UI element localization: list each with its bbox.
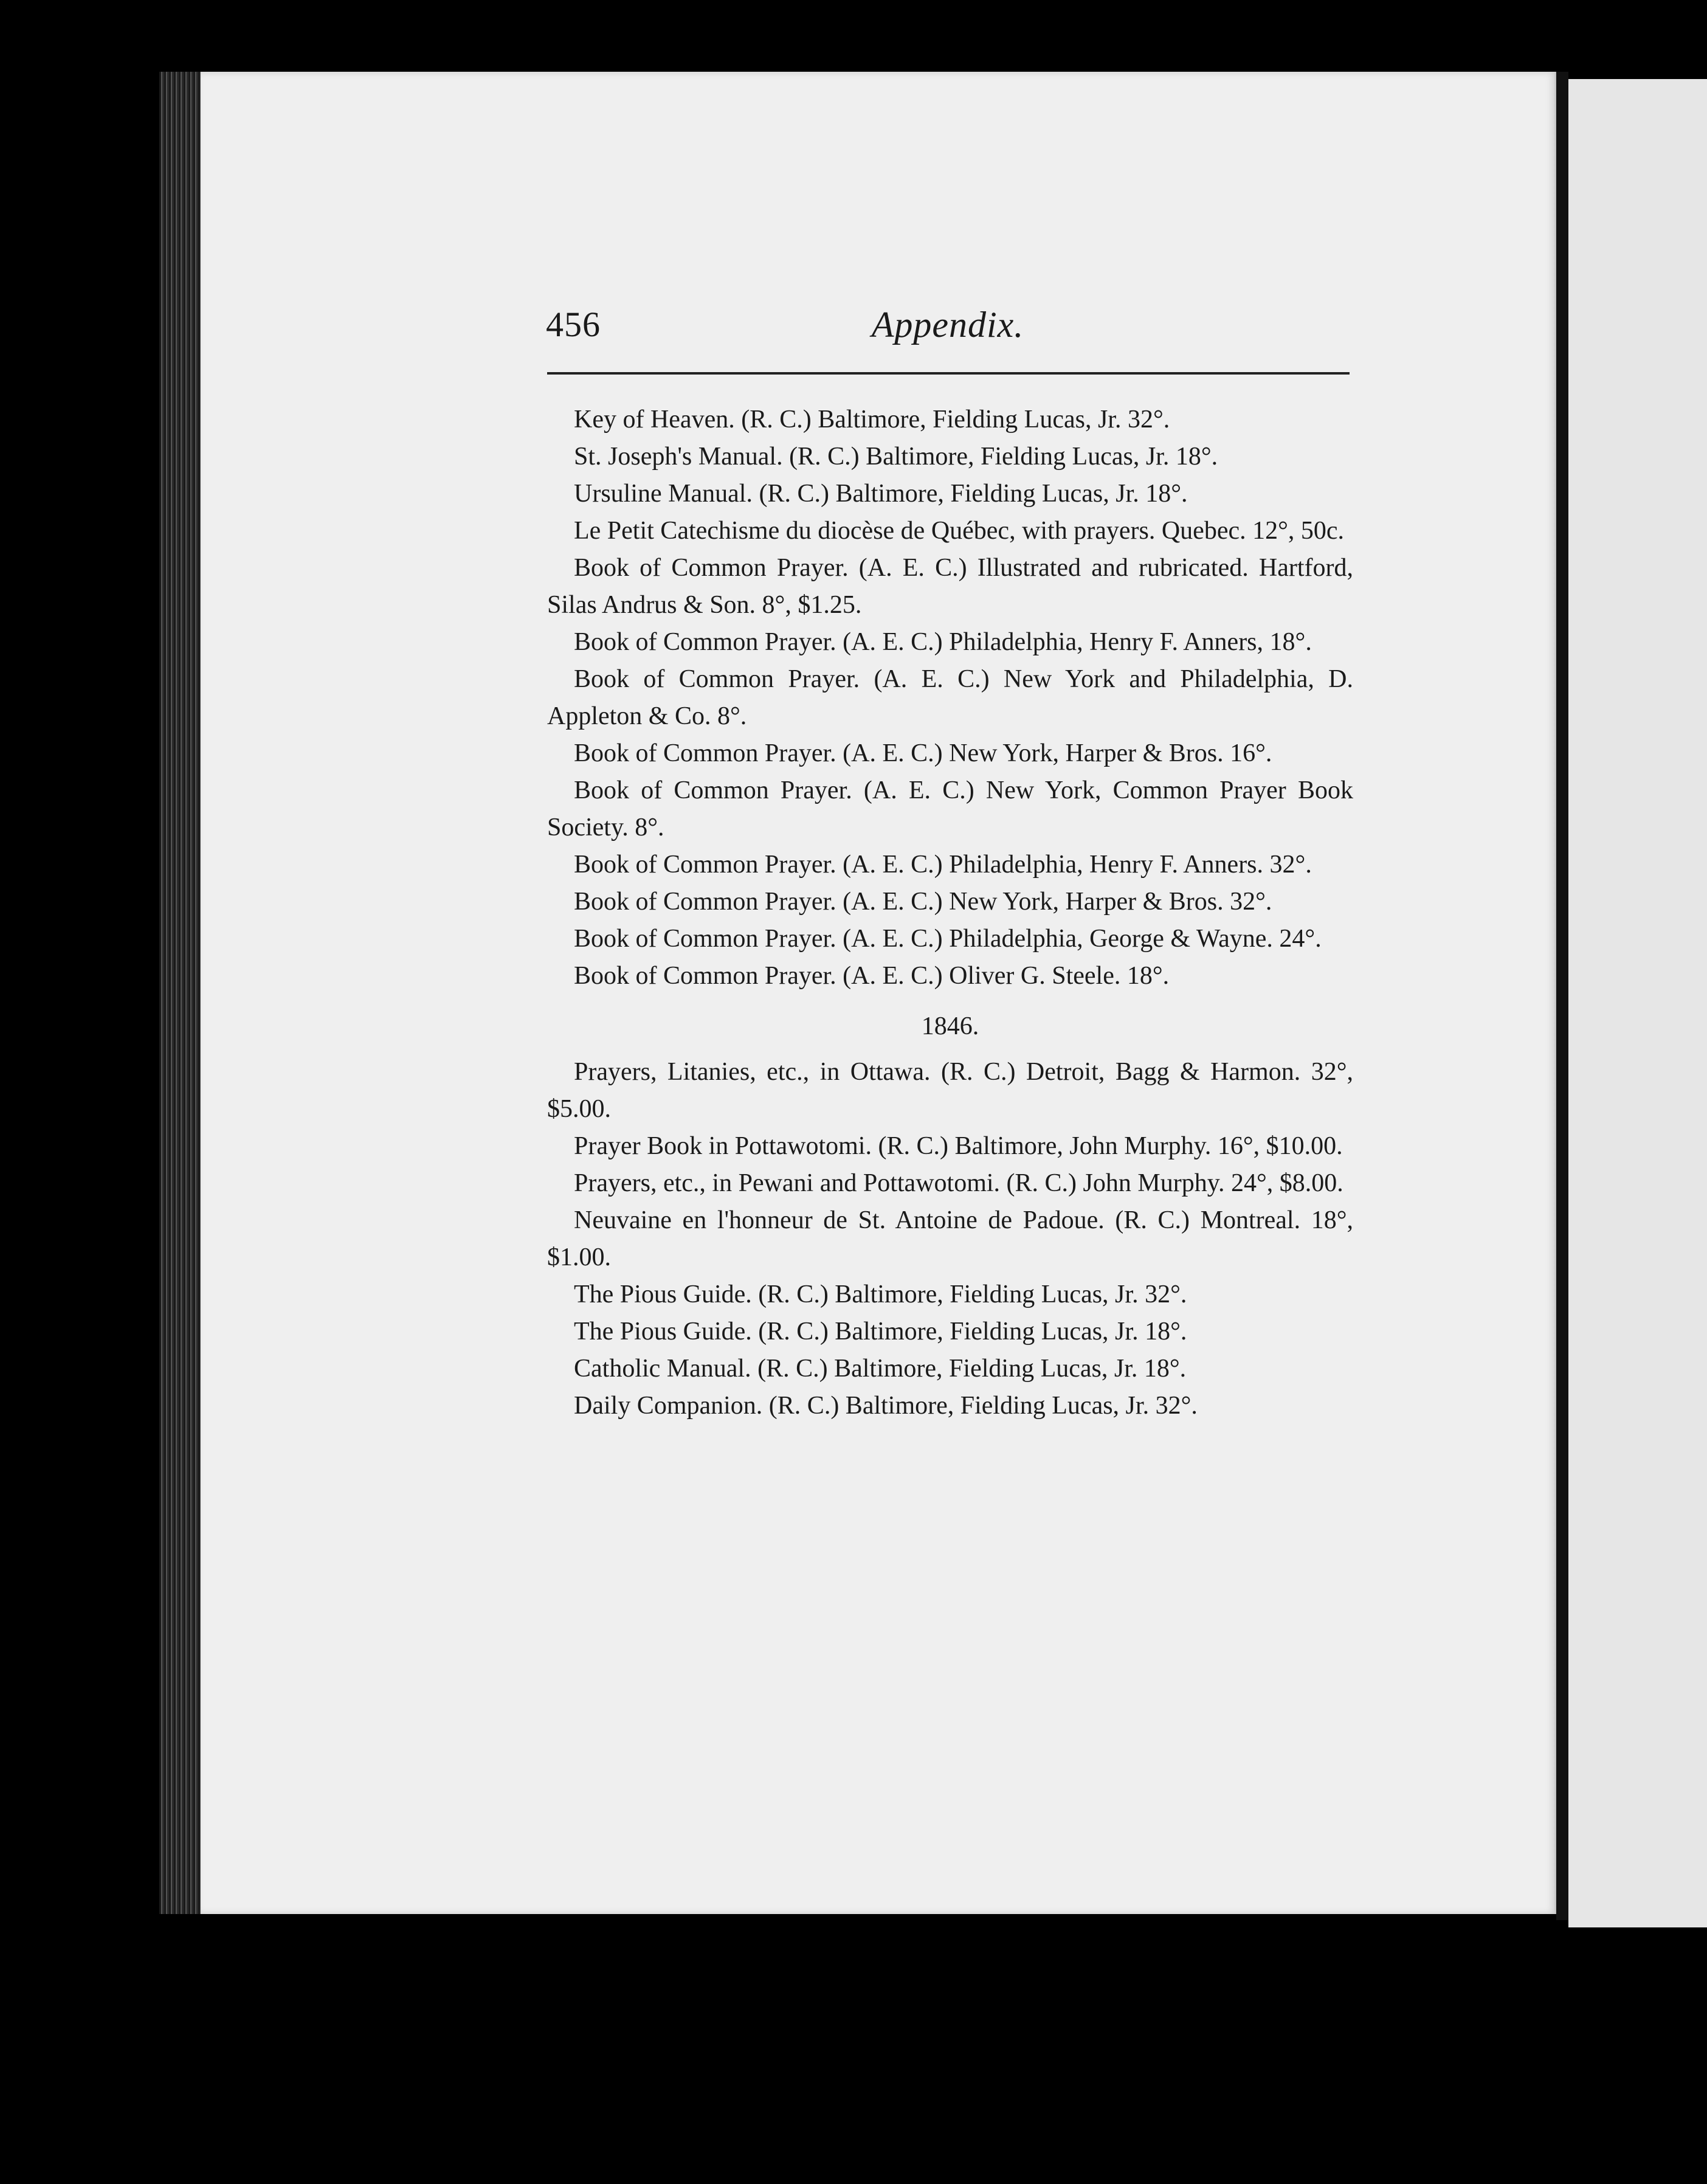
page-number: 456 [546, 305, 601, 344]
year-heading: 1846. [921, 1012, 979, 1040]
entry: Book of Common Prayer. (A. E. C.) Oliver G. Steele. 18°. [574, 962, 1170, 990]
entry: Prayer Book in Pottawotomi. (R. C.) Baltimore, John Murphy. 16°, $10.00. [574, 1132, 1343, 1160]
gutter [1556, 72, 1568, 1920]
entry: Key of Heaven. (R. C.) Baltimore, Fielding Lucas, Jr. 32°. [574, 406, 1170, 434]
entry: Book of Common Prayer. (A. E. C.) Philadelphia, George & Wayne. 24°. [574, 925, 1322, 953]
entry: Book of Common Prayer. (A. E. C.) New York, Common Prayer Book Society. 8°. [547, 776, 1353, 841]
entry: Book of Common Prayer. (A. E. C.) Philadelphia, Henry F. Anners, 18°. [574, 628, 1312, 656]
entry: Book of Common Prayer. (A. E. C.) New York, Harper & Bros. 16°. [574, 739, 1272, 767]
entry: Daily Companion. (R. C.) Baltimore, Fielding Lucas, Jr. 32°. [574, 1392, 1198, 1420]
entry: Prayers, Litanies, etc., in Ottawa. (R. C.) Detroit, Bagg & Harmon. 32°, $5.00. [547, 1058, 1353, 1123]
entry: Book of Common Prayer. (A. E. C.) Illustrated and rubricated. Hartford, Silas Andrus & Son. 8°, $1.25. [547, 554, 1353, 619]
running-head: Appendix. [871, 305, 1024, 345]
entry: The Pious Guide. (R. C.) Baltimore, Fielding Lucas, Jr. 18°. [574, 1318, 1187, 1346]
entry: Le Petit Catechisme du diocèse de Québec, with prayers. Quebec. 12°, 50c. [574, 517, 1345, 545]
page-header [546, 304, 1350, 353]
entry: The Pious Guide. (R. C.) Baltimore, Fielding Lucas, Jr. 32°. [574, 1280, 1187, 1308]
header-rule [547, 372, 1350, 375]
entry: Ursuline Manual. (R. C.) Baltimore, Fielding Lucas, Jr. 18°. [574, 480, 1188, 508]
facing-page-edge [1568, 79, 1707, 1927]
entry: St. Joseph's Manual. (R. C.) Baltimore, Fielding Lucas, Jr. 18°. [574, 443, 1218, 471]
entry: Catholic Manual. (R. C.) Baltimore, Fielding Lucas, Jr. 18°. [574, 1355, 1187, 1383]
entry: Book of Common Prayer. (A. E. C.) Philadelphia, Henry F. Anners. 32°. [574, 851, 1312, 879]
entry: Prayers, etc., in Pewani and Pottawotomi. (R. C.) John Murphy. 24°, $8.00. [574, 1169, 1343, 1197]
entry: Neuvaine en l'honneur de St. Antoine de Padoue. (R. C.) Montreal. 18°, $1.00. [547, 1206, 1353, 1271]
entry: Book of Common Prayer. (A. E. C.) New York and Philadelphia, D. Appleton & Co. 8°. [547, 665, 1353, 730]
entry: Book of Common Prayer. (A. E. C.) New York, Harper & Bros. 32°. [574, 888, 1272, 916]
bibliography-list [547, 401, 1353, 1425]
